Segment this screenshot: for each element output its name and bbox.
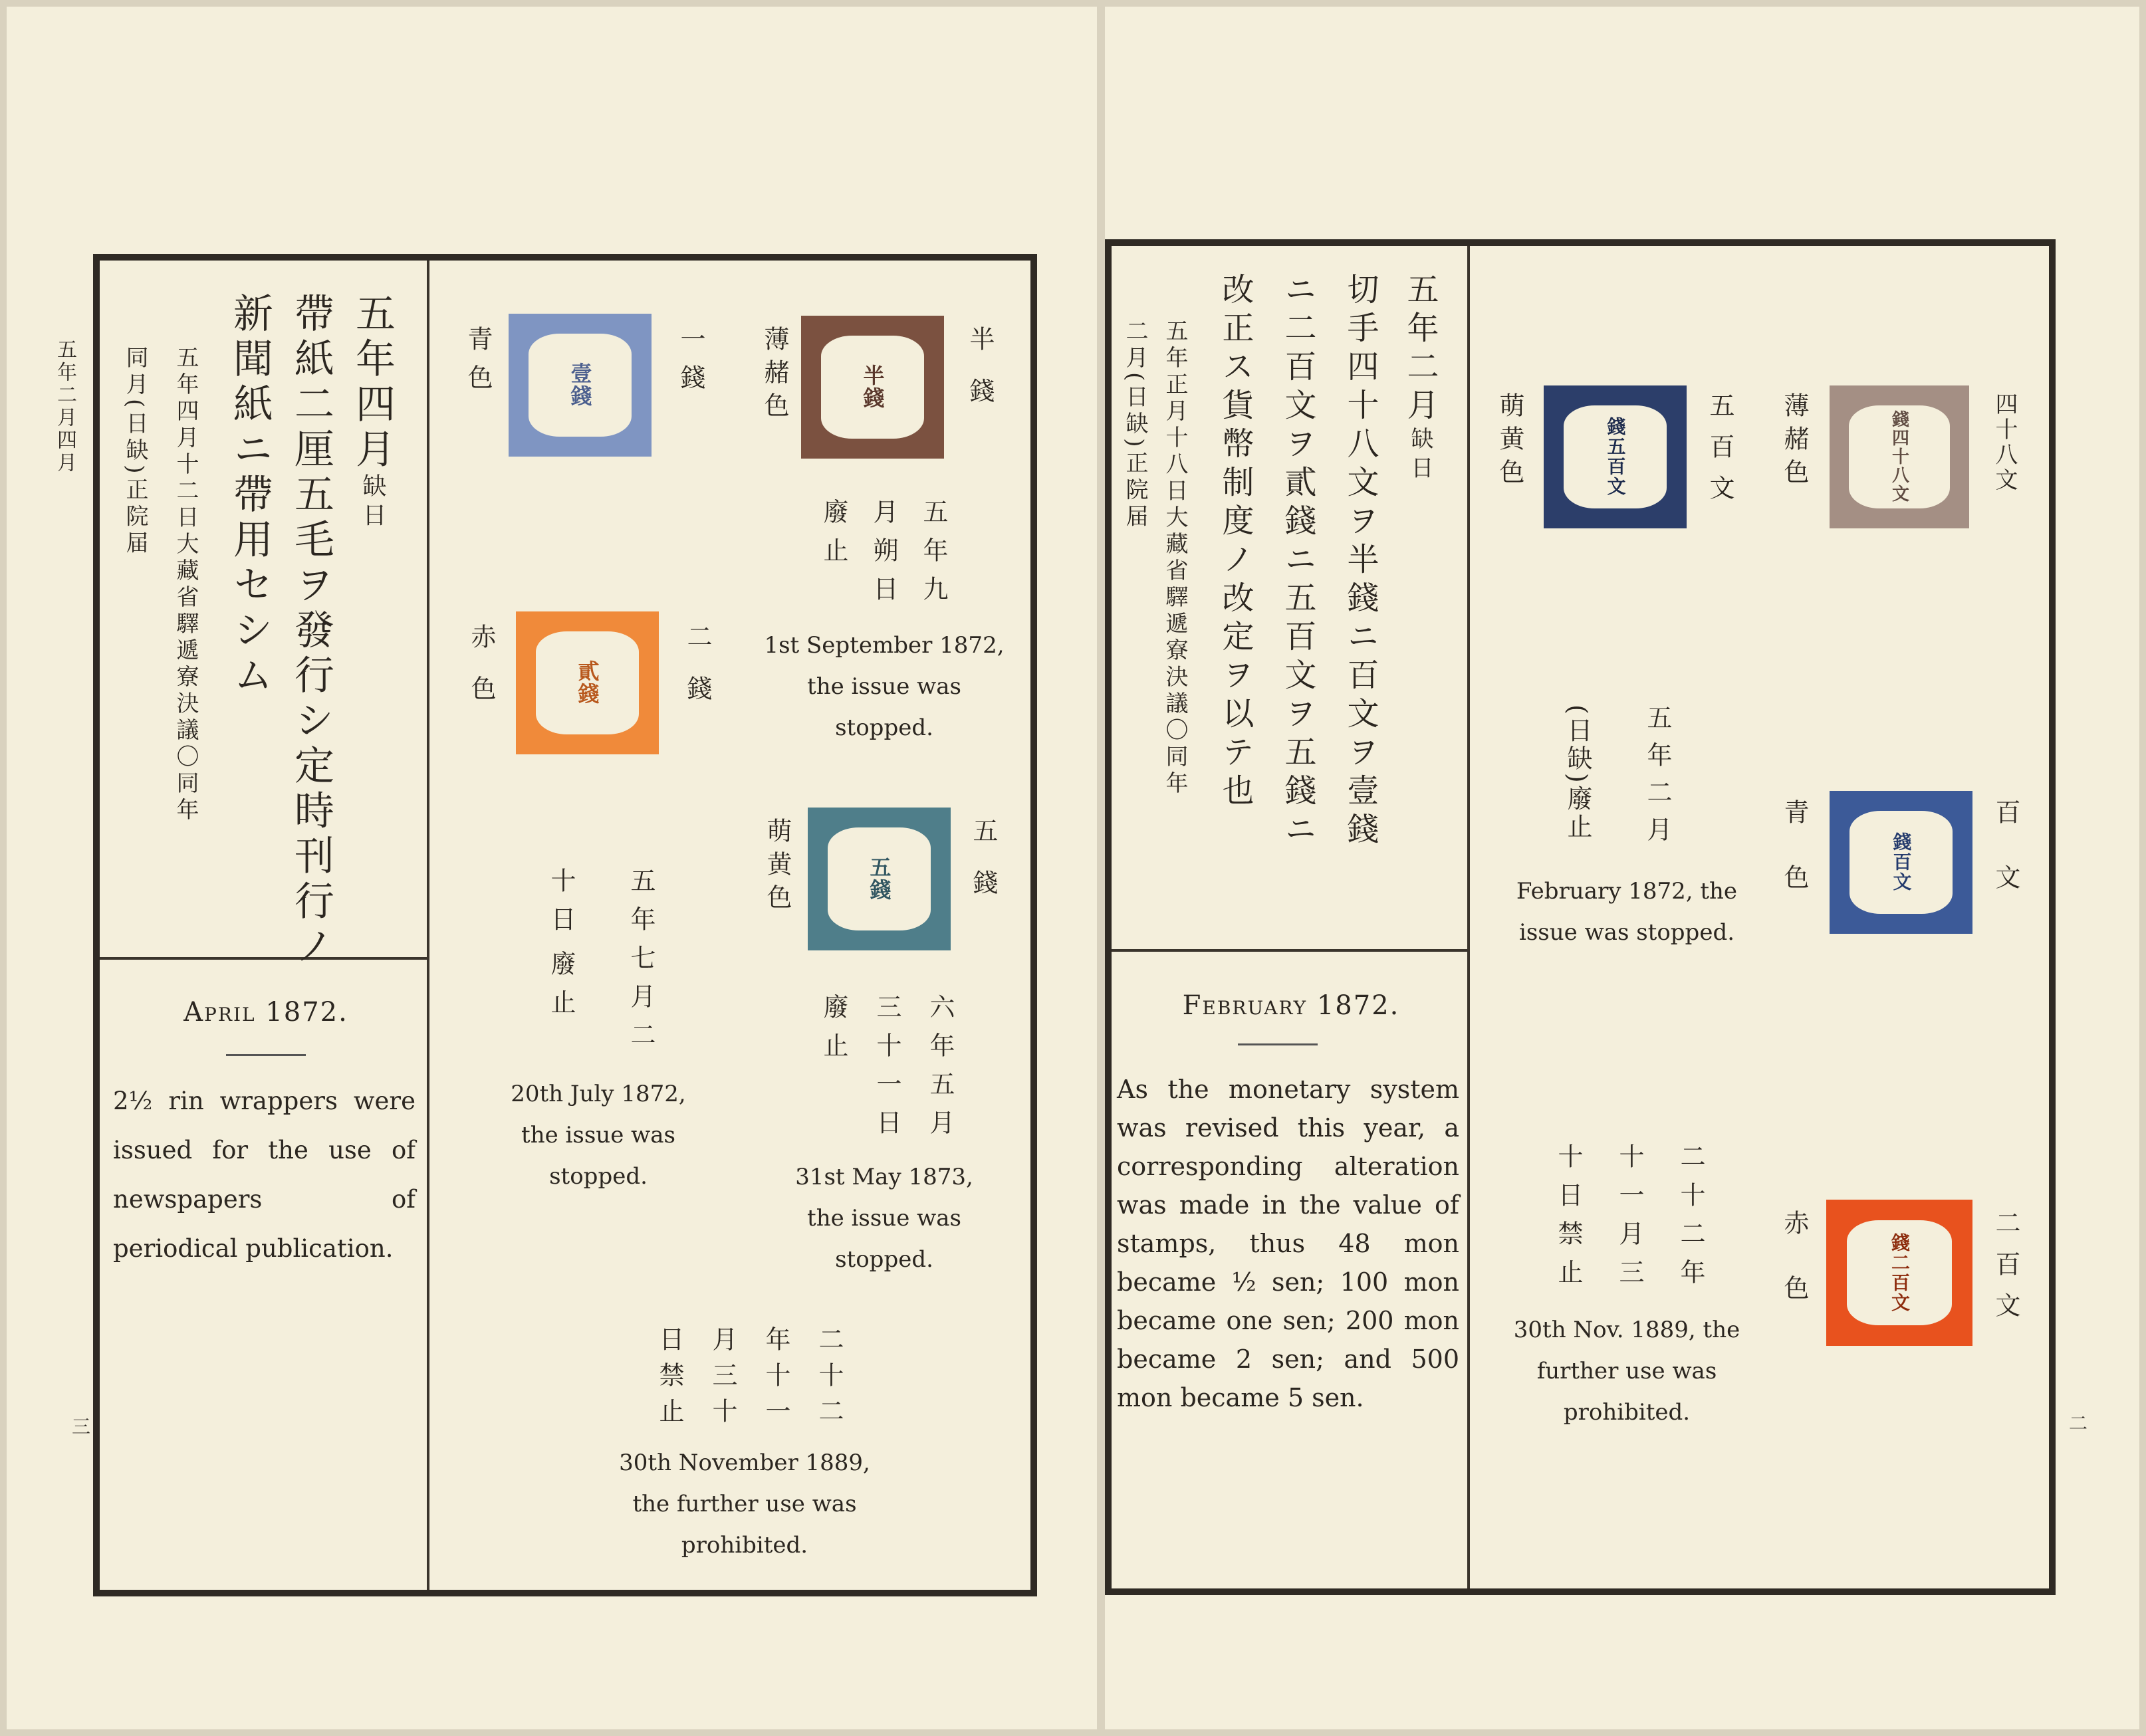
left-heading: April 1872.: [183, 997, 348, 1028]
right-final-en-line2: further use was: [1536, 1358, 1717, 1384]
stamp-gohyaku-label: 錢五百文: [1604, 417, 1627, 497]
stamp-ichi-sen-label: 壹錢: [567, 362, 593, 408]
han-sen-date-en: [751, 625, 1017, 748]
go-sen-en-line1: 31st May 1873,: [795, 1164, 973, 1190]
left-hdivider: [100, 957, 427, 960]
right-jp-col3: ニ二百文ヲ貳錢ニ五百文ヲ五錢ニ: [1279, 272, 1316, 851]
ni-sen-date-col2: 十日: [546, 867, 576, 944]
left-jp-col3: 新聞紙ニ帶用セシム: [227, 292, 273, 699]
stamp-hyaku-mon: [1830, 791, 1972, 934]
han-sen-date-col1: 五年九: [919, 498, 948, 614]
final-en-line3: prohibited.: [681, 1532, 808, 1559]
feb-date-col2: (日缺)廢止: [1563, 705, 1592, 841]
stamp-shiju-hachi-name: 四十八文: [1991, 392, 2018, 493]
stamp-shiju-hachi-center: [1849, 405, 1949, 508]
right-jp-col1: [1401, 272, 1439, 485]
stamp-shiju-hachi-label: 錢四十八文: [1889, 410, 1909, 504]
stamp-han-sen-color: 薄赭色: [760, 326, 789, 425]
right-jp-col5: 五年正月十八日大藏省驛遞寮決議〇同年: [1161, 319, 1188, 798]
stamp-hyaku-color: 青色: [1780, 799, 1809, 929]
go-sen-date-col3: 廢止: [819, 994, 848, 1071]
ni-sen-en-line2: the issue was: [521, 1122, 675, 1148]
stamp-go-sen: [808, 808, 951, 950]
final-en-line2: the further use was: [632, 1491, 857, 1517]
left-paragraph: 2½ rin wrappers were issued for the use of newspapers of periodical publication.: [113, 1087, 416, 1263]
left-page: [7, 7, 1097, 1729]
left-divider: [427, 261, 429, 1590]
stamp-han-sen-label: 半錢: [860, 364, 886, 410]
stamp-go-sen-name: 五錢: [969, 817, 998, 921]
stamp-nihyaku-mon: [1826, 1200, 1972, 1346]
stamp-ichi-sen: [509, 314, 652, 457]
right-final-en: [1487, 1309, 1766, 1433]
go-sen-en-line3: stopped.: [835, 1246, 933, 1273]
go-sen-en-line2: the issue was: [807, 1205, 961, 1232]
feb-en-line1: February 1872, the: [1516, 878, 1738, 905]
final-date-col4: 日禁止: [655, 1326, 684, 1434]
han-sen-date-col3: 廢止: [819, 498, 848, 576]
left-jp-col5: 同月(日缺)正院届: [122, 346, 148, 558]
han-sen-date-col2: 月朔日: [869, 498, 898, 614]
right-paragraph: As the monetary system was revised this year, a corresponding alteration was made in the value of stamps, thus 48 mon became ½ sen; 100 mon became one sen; 200 mon became 2 sen; and 500 mon became 5 sen.: [1117, 1075, 1459, 1412]
han-sen-en-line1: 1st September 1872,: [764, 632, 1005, 659]
right-divider: [1467, 246, 1470, 1588]
right-final-col1: 二十二年: [1676, 1143, 1705, 1297]
left-jp-date: 五年四月: [349, 292, 396, 473]
right-page: [1105, 7, 2139, 1729]
stamp-han-sen: [801, 316, 944, 459]
right-final-col3: 十日禁止: [1554, 1143, 1583, 1297]
stamp-gohyaku-mon: [1544, 385, 1687, 528]
stamp-hyaku-name: 百文: [1991, 799, 2020, 929]
right-hdivider: [1112, 949, 1467, 952]
stamp-ni-sen-color: 赤色: [467, 623, 496, 727]
stamp-nihyaku-name: 二百文: [1991, 1210, 2020, 1333]
stamp-hyaku-label: 錢百文: [1890, 832, 1913, 893]
han-sen-en-line2: the issue was: [807, 673, 961, 700]
stamp-go-sen-center: [828, 827, 931, 930]
left-jp-col1: [349, 292, 396, 532]
go-sen-date-col2: 三十一日: [872, 994, 901, 1148]
ni-sen-en-line3: stopped.: [549, 1163, 648, 1190]
stamp-ni-sen: [516, 611, 659, 754]
stamp-hyaku-center: [1849, 811, 1953, 914]
left-jp-col4: 五年四月十二日大藏省驛遞寮決議〇同年: [172, 346, 199, 824]
stamp-han-sen-center: [821, 336, 924, 439]
right-page-number: 二: [2069, 1412, 2088, 1434]
stamp-ni-sen-center: [536, 631, 639, 734]
stamp-ni-sen-name: 二錢: [683, 623, 712, 727]
right-jp-col2: 切手四十八文ヲ半錢ニ百文ヲ壹錢: [1342, 272, 1379, 851]
final-date-col2: 年十一: [761, 1326, 790, 1434]
stamp-go-sen-label: 五錢: [866, 856, 892, 902]
right-jp-col6: 二月(日缺)正院届: [1122, 319, 1148, 531]
stamp-nihyaku-label: 錢二百文: [1888, 1232, 1911, 1313]
final-date-col3: 月三十: [708, 1326, 737, 1434]
stamp-shiju-hachi-mon: [1830, 385, 1969, 528]
left-page-number: 三: [72, 1416, 91, 1438]
final-date-col1: 二十二: [814, 1326, 844, 1434]
right-jp-col4: 改正ス貨幣制度ノ改定ヲ以テ也: [1217, 272, 1254, 812]
right-heading: February 1872.: [1182, 990, 1400, 1021]
right-jp-date: 五年二月: [1401, 272, 1439, 427]
stamp-shiju-hachi-color: 薄赭色: [1780, 392, 1809, 492]
stamp-nihyaku-color: 赤色: [1780, 1210, 1809, 1340]
stamp-gohyaku-color: 萌黄色: [1495, 392, 1524, 492]
stamp-ichi-sen-center: [529, 334, 632, 437]
margin-note: 五年二月四月: [53, 339, 76, 475]
ni-sen-en-line1: 20th July 1872,: [511, 1081, 686, 1107]
feb-date-col1: 五年二月: [1643, 705, 1672, 853]
ni-sen-date-col1: 五年七月二: [626, 867, 656, 1060]
right-final-col2: 十一月三: [1615, 1143, 1644, 1297]
stamp-nihyaku-center: [1847, 1220, 1952, 1325]
left-jp-date-small: 缺日: [359, 473, 386, 532]
stamp-han-sen-name: 半錢: [965, 326, 995, 429]
left-heading-rule: [226, 1054, 306, 1056]
final-en-line1: 30th November 1889,: [619, 1450, 870, 1476]
stamp-ichi-sen-name: 一錢: [676, 326, 705, 403]
final-date-en: [605, 1442, 884, 1566]
stamp-gohyaku-center: [1564, 405, 1667, 508]
han-sen-en-line3: stopped.: [835, 714, 933, 741]
right-heading-rule: [1238, 1043, 1318, 1045]
stamp-ni-sen-label: 貳錢: [574, 660, 600, 706]
right-jp-date-small: 缺日: [1407, 427, 1433, 485]
ni-sen-date-en: [472, 1073, 725, 1197]
stamp-go-sen-color: 萌黄色: [763, 817, 792, 917]
feb-en-line2: issue was stopped.: [1518, 919, 1735, 946]
left-jp-col2: 帶紙二厘五毛ヲ發行シ定時刊行ノ: [288, 292, 334, 970]
feb-date-en: [1487, 871, 1766, 953]
go-sen-date-en: [758, 1156, 1011, 1280]
ni-sen-date-col3: 廢止: [546, 950, 576, 1028]
go-sen-date-col1: 六年五月: [925, 994, 955, 1148]
right-final-en-line3: prohibited.: [1563, 1399, 1691, 1426]
right-final-en-line1: 30th Nov. 1889, the: [1513, 1317, 1740, 1343]
stamp-gohyaku-name: 五百文: [1705, 392, 1734, 516]
stamp-ichi-sen-color: 青色: [463, 326, 493, 403]
